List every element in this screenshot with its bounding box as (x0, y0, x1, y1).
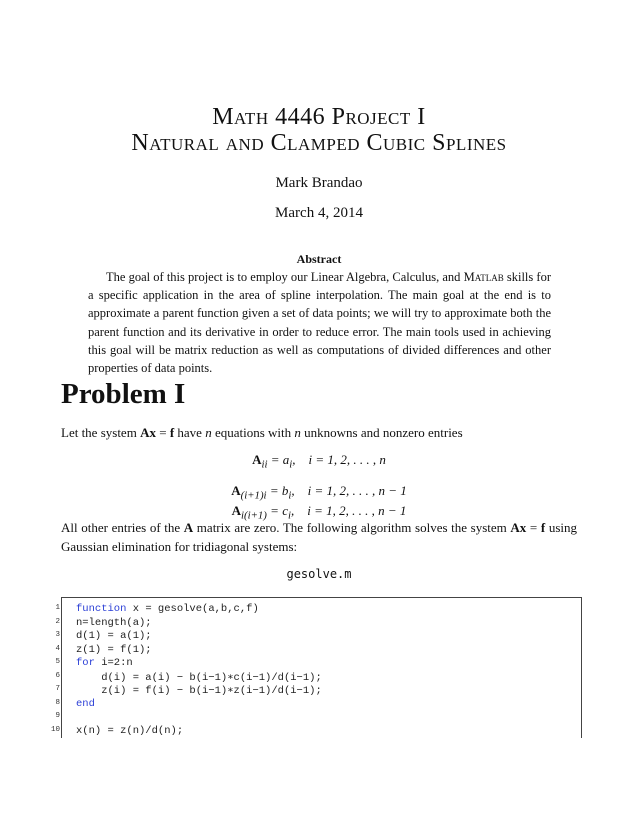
abstract-heading: Abstract (296, 252, 342, 266)
eq2-lhs-sub: (i+1)i (240, 489, 267, 502)
paragraph-system (61, 423, 577, 442)
eq3-lhs-sub: i(i+1) (240, 509, 267, 522)
para2-text-3: using Gaussian elimination for tridiagonal systems: (61, 520, 577, 554)
code-text (76, 644, 152, 656)
para1-text-3: equations with (211, 425, 295, 440)
eq2-rhs-sub: i (288, 489, 292, 502)
abstract-body (88, 268, 551, 377)
line-number: 4 (55, 644, 60, 653)
eq1-rhs-sub: i (289, 458, 293, 471)
para2-ax: Ax (510, 520, 527, 535)
code-listing (50, 597, 582, 738)
date: March 4, 2014 (275, 205, 363, 221)
code-text (76, 603, 259, 615)
code-rest: n=length(a); (76, 616, 152, 629)
abstract-text-1: The goal of this project is to employ our Linear Algebra, Calculus, and (106, 270, 464, 284)
paragraph-algorithm (61, 518, 577, 556)
line-number: 3 (55, 631, 60, 639)
eq3-range: , i = 1, 2, . . . , n − 1 (290, 503, 407, 518)
para1-text-1: Let the system (61, 425, 141, 440)
equation-diagonal (0, 452, 638, 471)
code-text (76, 617, 152, 629)
line-number: 9 (55, 712, 60, 720)
eq2-lhs: A (231, 483, 241, 498)
line-number: 5 (55, 658, 60, 666)
para2-text-2: matrix are zero. The following algorithm solves the system (193, 520, 511, 535)
eq1-lhs: A (252, 452, 262, 467)
equation-subdiagonal (0, 483, 638, 502)
eq2-rhs: = b (266, 483, 289, 498)
line-number: 10 (50, 725, 60, 734)
para2-equals: = (526, 520, 541, 535)
eq1-rhs: = a (267, 452, 290, 467)
eq1-lhs-sub: ii (261, 458, 268, 471)
listing-filename: gesolve.m (286, 567, 352, 581)
eq3-rhs-sub: i (287, 509, 291, 522)
code-text (76, 684, 322, 697)
line-number: 7 (55, 685, 60, 693)
code-keyword: function (76, 603, 127, 615)
code-text (76, 698, 95, 710)
paper-title-line1: Math 4446 Project I (212, 104, 426, 130)
eq3-rhs: = c (266, 503, 288, 518)
para1-n1: n (205, 425, 212, 440)
para1-text-4: unknowns and nonzero entries (300, 425, 463, 440)
code-text (76, 657, 133, 669)
abstract-matlab: Matlab (463, 270, 504, 284)
eq2-range: , i = 1, 2, . . . , n − 1 (291, 483, 407, 498)
code-keyword: for (76, 657, 95, 669)
line-number: 2 (55, 617, 60, 626)
para2-text-1: All other entries of the (61, 520, 184, 535)
code-rest: z(1) = f(1); (76, 643, 152, 656)
abstract-text-2: skills for a specific application in the area of spline interpolation. The main goal at the end is to approximate a parent function given a set of data points; we will try to approximate both the parent function and its derivative in order to reduce error. The main tools used in achieving this goal will be matrix reduction as well as computations of divided differences and other properties of data points. (88, 270, 552, 376)
section-heading: Problem I (61, 378, 186, 410)
eq1-range: , i = 1, 2, . . . , n (292, 452, 386, 467)
code-rest: d(i) = a(i) − b(i−1)∗c(i−1)/d(i−1); (76, 671, 322, 684)
code-rest: z(i) = f(i) − b(i−1)∗z(i−1)/d(i−1); (76, 685, 322, 697)
para1-ax: Ax (140, 425, 156, 440)
code-rest: x = gesolve(a,b,c,f) (126, 603, 259, 615)
para1-n2: n (294, 425, 301, 440)
line-number: 1 (55, 604, 60, 612)
line-number: 6 (55, 671, 60, 680)
paper-title-line2: Natural and Clamped Cubic Splines (131, 130, 507, 156)
code-text (76, 630, 152, 642)
code-keyword: end (76, 697, 95, 710)
author: Mark Brandao (275, 175, 363, 191)
para1-f: f (169, 425, 175, 440)
line-number: 8 (55, 698, 60, 707)
para2-f: f (540, 520, 546, 535)
para1-equals: = (155, 425, 170, 440)
code-rest: x(n) = z(n)/d(n); (76, 724, 184, 737)
code-text (76, 725, 183, 737)
code-rest: d(1) = a(1); (76, 630, 152, 642)
code-text (76, 671, 322, 684)
para2-a: A (183, 520, 194, 535)
para1-text-2: have (174, 425, 206, 440)
code-rest: i=2:n (94, 657, 133, 669)
eq3-lhs: A (231, 503, 241, 518)
